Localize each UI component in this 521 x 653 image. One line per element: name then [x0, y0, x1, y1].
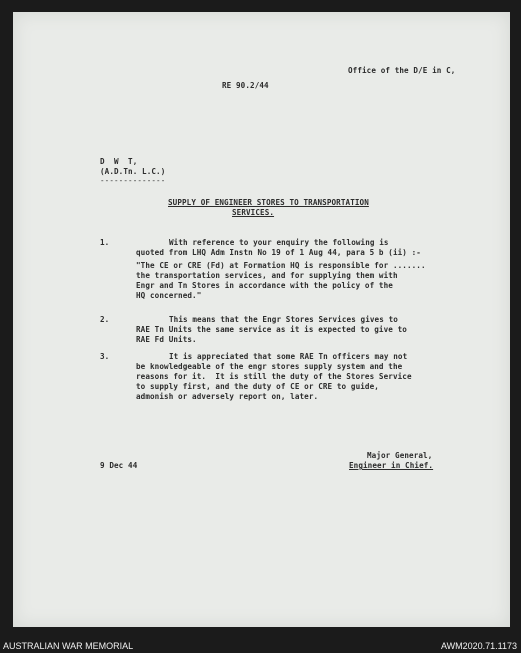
- office-line: Office of the D/E in C,: [348, 66, 456, 75]
- para3-number: 3.: [100, 352, 110, 361]
- addressee-subtitle: (A.D.Tn. L.C.): [100, 167, 166, 176]
- para1-line: Engr and Tn Stores in accordance with the policy of the: [136, 281, 393, 290]
- subject-heading-line1: SUPPLY OF ENGINEER STORES TO TRANSPORTATION: [168, 198, 369, 207]
- addressee-rule: --------------: [100, 176, 166, 185]
- para1-line: "The CE or CRE (Fd) at Formation HQ is responsible for .......: [136, 261, 426, 270]
- para2-line: This means that the Engr Stores Services gives to: [169, 315, 398, 324]
- archive-footer: [0, 636, 521, 653]
- addressee: D W T,: [100, 157, 138, 166]
- para2-line: RAE Fd Units.: [136, 335, 197, 344]
- para1-line: With reference to your enquiry the following is: [169, 238, 389, 247]
- archive-name: AUSTRALIAN WAR MEMORIAL: [3, 641, 134, 651]
- para1-line: the transportation services, and for supplying them with: [136, 271, 398, 280]
- para2-line: RAE Tn Units the same service as it is expected to give to: [136, 325, 407, 334]
- para1-line: quoted from LHQ Adm Instn No 19 of 1 Aug 44, para 5 b (ii) :-: [136, 248, 421, 257]
- reference-number: RE 90.2/44: [222, 81, 269, 90]
- document-page: [13, 12, 510, 627]
- signature-rank: Major General,: [367, 451, 433, 460]
- document-date: 9 Dec 44: [100, 461, 138, 470]
- para3-line: be knowledgeable of the engr stores supply system and the: [136, 362, 403, 371]
- archive-reference: AWM2020.71.1173: [440, 641, 517, 651]
- signature-title: Engineer in Chief.: [349, 461, 434, 470]
- para1-line: HQ concerned.": [136, 291, 202, 300]
- para3-line: to supply first, and the duty of CE or CRE to guide,: [136, 382, 379, 391]
- para3-line: reasons for it. It is still the duty of the Stores Service: [136, 372, 412, 381]
- para3-line: admonish or adversely report on, later.: [136, 392, 319, 401]
- subject-heading-line2: SERVICES.: [232, 208, 275, 217]
- para2-number: 2.: [100, 315, 110, 324]
- para3-line: It is appreciated that some RAE Tn officers may not: [169, 352, 408, 361]
- para1-number: 1.: [100, 238, 110, 247]
